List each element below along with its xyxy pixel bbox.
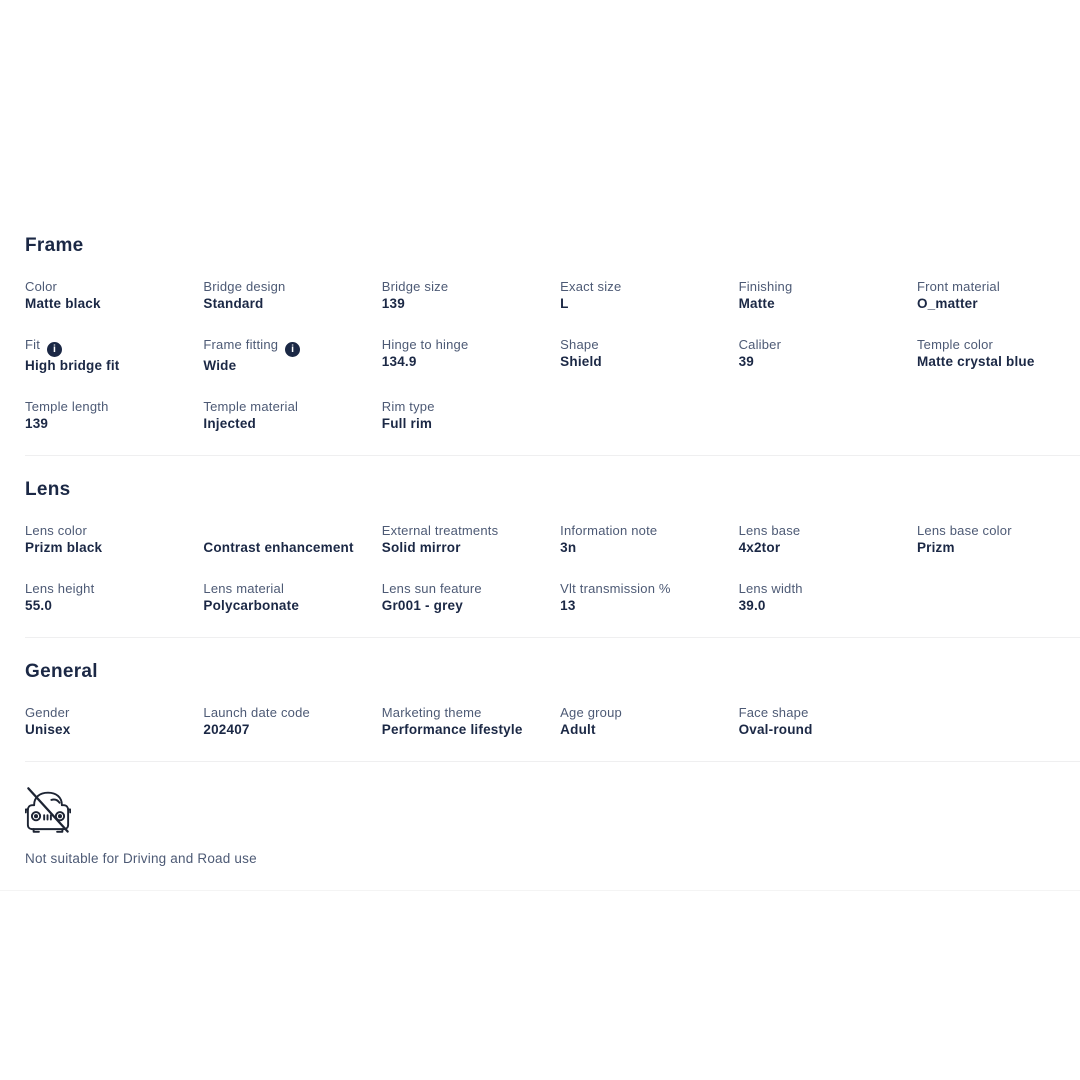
spec-cell: [25, 398, 203, 432]
usage-restriction-text: Not suitable for Driving and Road use: [25, 851, 257, 866]
section-title-frame: Frame: [25, 235, 84, 256]
spec-label: [203, 336, 367, 357]
spec-cell: [382, 278, 560, 312]
info-icon[interactable]: i: [285, 342, 300, 357]
spec-cell: [382, 336, 560, 374]
spec-value: Gr001 - grey: [381, 598, 463, 613]
spec-cell: [560, 278, 738, 312]
usage-restriction-note: [25, 784, 1080, 867]
spec-value: Wide: [203, 358, 237, 373]
spec-label: Rim type: [381, 399, 435, 414]
spec-value: 39.0: [738, 598, 766, 613]
spec-cell: [203, 278, 381, 312]
section-general: [25, 660, 1080, 738]
spec-label-text: Frame fitting: [203, 337, 279, 352]
spec-label: Launch date code: [203, 705, 310, 720]
spec-cell: [739, 278, 917, 312]
spec-value: Prizm: [916, 540, 955, 555]
spec-cell: [560, 522, 738, 556]
spec-label: Temple material: [203, 399, 299, 414]
section-title-lens: Lens: [25, 479, 71, 500]
spec-label: Caliber: [738, 337, 782, 352]
spec-value: Prizm black: [25, 540, 103, 555]
spec-label: Lens height: [25, 581, 95, 596]
spec-cell: [917, 336, 1080, 374]
spec-label: Temple length: [25, 399, 109, 414]
lens-spec-grid: [25, 522, 1080, 614]
spec-label: Lens base: [738, 523, 801, 538]
spec-cell: [560, 704, 738, 738]
spec-value: Standard: [203, 296, 264, 311]
spec-label: Temple color: [916, 337, 994, 352]
spec-cell: [739, 522, 917, 556]
no-driving-car-icon: [25, 784, 71, 834]
spec-cell: [203, 398, 381, 432]
info-icon[interactable]: i: [47, 342, 62, 357]
spec-cell: [382, 580, 560, 614]
general-spec-grid: [25, 704, 1080, 738]
spec-value: Oval-round: [738, 722, 813, 737]
spec-value: Full rim: [381, 416, 433, 431]
spec-label: [203, 522, 367, 539]
spec-cell: [560, 580, 738, 614]
spec-label: Lens base color: [916, 523, 1012, 538]
spec-value: L: [560, 296, 569, 311]
spec-value: Unisex: [25, 722, 71, 737]
spec-value: O_matter: [916, 296, 978, 311]
spec-label: Bridge design: [203, 279, 286, 294]
spec-value: 3n: [560, 540, 577, 555]
spec-label: Lens width: [738, 581, 803, 596]
spec-cell: [739, 336, 917, 374]
section-divider: [25, 761, 1080, 762]
spec-label: Hinge to hinge: [381, 337, 469, 352]
spec-label: Color: [25, 279, 58, 294]
spec-value: Performance lifestyle: [381, 722, 523, 737]
spec-label: Shape: [560, 337, 599, 352]
section-lens: [25, 478, 1080, 614]
spec-value: 13: [560, 598, 576, 613]
spec-cell: [25, 278, 203, 312]
spec-label-text: Fit: [25, 337, 41, 352]
spec-cell: [25, 336, 203, 374]
spec-value: 202407: [203, 722, 250, 737]
spec-label: Marketing theme: [381, 705, 482, 720]
spec-label: Face shape: [738, 705, 809, 720]
spec-cell: [203, 580, 381, 614]
spec-cell: [25, 522, 203, 556]
spec-cell: [382, 398, 560, 432]
spec-cell: [382, 522, 560, 556]
spec-label: Exact size: [560, 279, 622, 294]
spec-value: Polycarbonate: [203, 598, 300, 613]
frame-spec-grid: [25, 278, 1080, 432]
section-divider: [25, 637, 1080, 638]
spec-label: Lens sun feature: [381, 581, 482, 596]
spec-cell: [917, 278, 1080, 312]
spec-value: Matte black: [25, 296, 101, 311]
spec-label: [25, 336, 189, 357]
section-divider: [25, 455, 1080, 456]
spec-cell: [917, 522, 1080, 556]
spec-cell: [739, 704, 917, 738]
spec-value: Contrast enhancement: [203, 540, 354, 555]
section-frame: [25, 234, 1080, 432]
bottom-divider: [0, 890, 1080, 891]
spec-cell: [739, 580, 917, 614]
spec-cell: [25, 704, 203, 738]
spec-cell: [203, 336, 381, 374]
spec-value: High bridge fit: [25, 358, 120, 373]
spec-value: 139: [381, 296, 405, 311]
spec-cell: [203, 704, 381, 738]
spec-value: 134.9: [381, 354, 417, 369]
spec-value: Shield: [560, 354, 602, 369]
spec-value: 139: [25, 416, 49, 431]
spec-label: Front material: [916, 279, 1000, 294]
spec-value: 39: [738, 354, 754, 369]
spec-label: Information note: [560, 523, 658, 538]
section-title-general: General: [25, 661, 98, 682]
spec-value: Solid mirror: [381, 540, 461, 555]
spec-label: Finishing: [738, 279, 793, 294]
spec-label: Lens material: [203, 581, 285, 596]
spec-value: 55.0: [25, 598, 53, 613]
spec-value: Adult: [560, 722, 596, 737]
spec-label: Vlt transmission %: [560, 581, 671, 596]
spec-label: Bridge size: [381, 279, 449, 294]
spec-label: Lens color: [25, 523, 87, 538]
spec-cell: [25, 580, 203, 614]
spec-value: 4x2tor: [738, 540, 781, 555]
spec-label: External treatments: [381, 523, 499, 538]
spec-cell: [382, 704, 560, 738]
spec-label: Gender: [25, 705, 70, 720]
spec-label: Age group: [560, 705, 622, 720]
spec-value: Matte crystal blue: [916, 354, 1035, 369]
spec-value: Matte: [738, 296, 775, 311]
spec-value: Injected: [203, 416, 257, 431]
spec-cell: [203, 522, 381, 556]
spec-cell: [560, 336, 738, 374]
